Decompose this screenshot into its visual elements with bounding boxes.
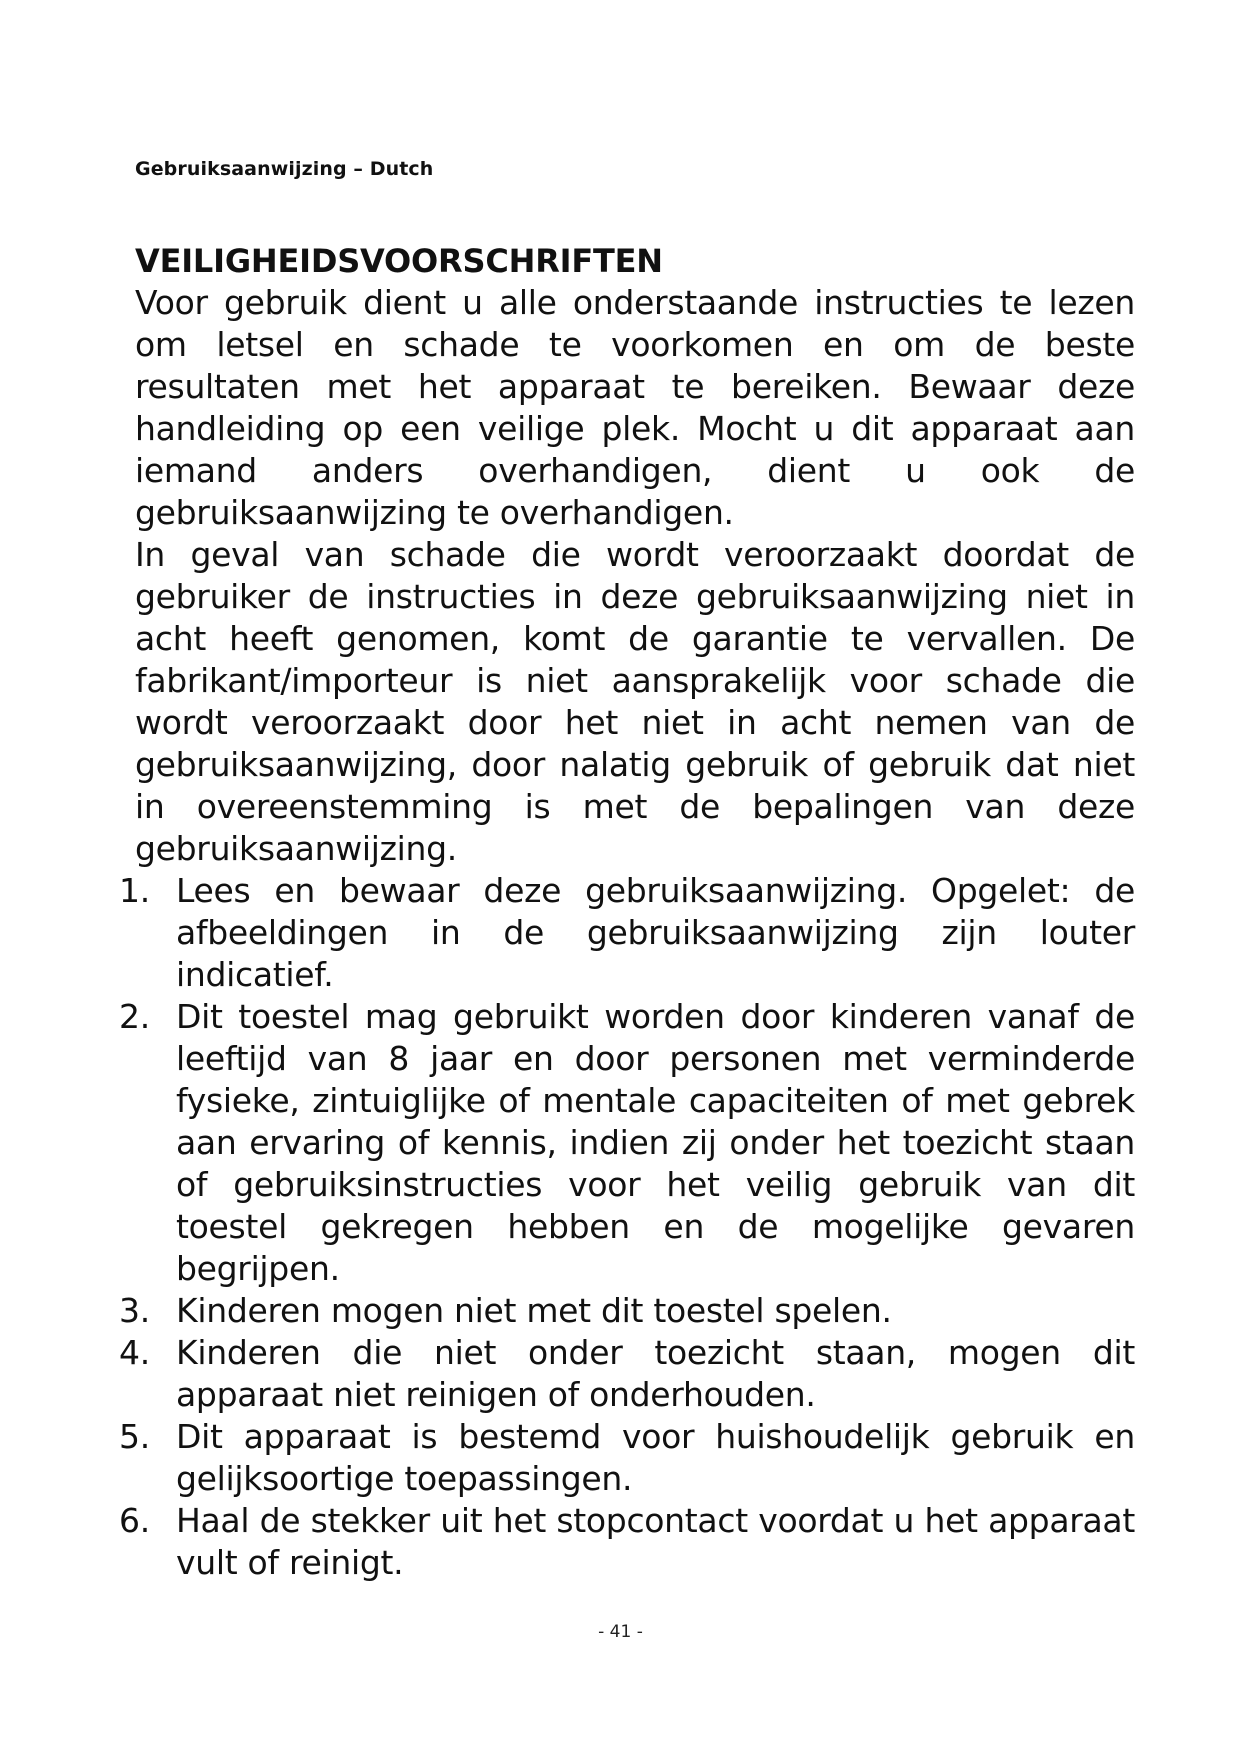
list-item: [119, 1500, 1135, 1584]
list-item-text: Kinderen mogen niet met dit toestel spelen.: [176, 1291, 892, 1330]
intro-paragraph-1: Voor gebruik dient u alle onderstaande instructies te lezen om letsel en schade te voorkomen en om de beste resultaten met het apparaat te bereiken. Bewaar deze handleiding op een veilige plek. Mocht u dit apparaat aan iemand anders overhandigen, dient u ook de gebruiksaanwijzing te overhandigen.: [135, 283, 1135, 532]
safety-rules-list: [119, 870, 1135, 1584]
list-item-number: 2.: [119, 997, 150, 1036]
list-item: [119, 1290, 1135, 1332]
list-item-number: 6.: [119, 1501, 150, 1540]
list-item-text: Lees en bewaar deze gebruiksaanwijzing. Opgelet: de afbeeldingen in de gebruiksaanwijzing zijn louter indicatief.: [176, 871, 1135, 994]
list-item: [119, 996, 1135, 1290]
list-item-text: Dit toestel mag gebruikt worden door kinderen vanaf de leeftijd van 8 jaar en door personen met verminderde fysieke, zintuiglijke of mentale capaciteiten of met gebrek aan ervaring of kennis, indien zij onder het toezicht staan of gebruiksinstructies voor het veilig gebruik van dit toestel gekregen hebben en de mogelijke gevaren begrijpen.: [176, 997, 1135, 1288]
list-item-number: 4.: [119, 1333, 150, 1372]
list-item: [119, 1332, 1135, 1416]
main-content: [119, 240, 1135, 1584]
list-item-number: 1.: [119, 871, 150, 910]
page-number: - 41 -: [598, 1622, 643, 1642]
list-item-text: Kinderen die niet onder toezicht staan, mogen dit apparaat niet reinigen of onderhouden.: [176, 1333, 1135, 1414]
list-item-text: Dit apparaat is bestemd voor huishoudelijk gebruik en gelijksoortige toepassingen.: [176, 1417, 1135, 1498]
list-item: [119, 1416, 1135, 1500]
list-item-number: 3.: [119, 1291, 150, 1330]
intro-paragraph-2: In geval van schade die wordt veroorzaakt doordat de gebruiker de instructies in deze gebruiksaanwijzing niet in acht heeft genomen, komt de garantie te vervallen. De fabrikant/importeur is niet aansprakelijk voor schade die wordt veroorzaakt door het niet in acht nemen van de gebruiksaanwijzing, door nalatig gebruik of gebruik dat niet in overeenstemming is met de bepalingen van deze gebruiksaanwijzing.: [135, 535, 1135, 868]
list-item-text: Haal de stekker uit het stopcontact voordat u het apparaat vult of reinigt.: [176, 1501, 1135, 1582]
section-title: VEILIGHEIDSVOORSCHRIFTEN: [135, 242, 663, 280]
list-item-number: 5.: [119, 1417, 150, 1456]
list-item: [119, 870, 1135, 996]
document-header-label: Gebruiksaanwijzing – Dutch: [135, 158, 434, 180]
